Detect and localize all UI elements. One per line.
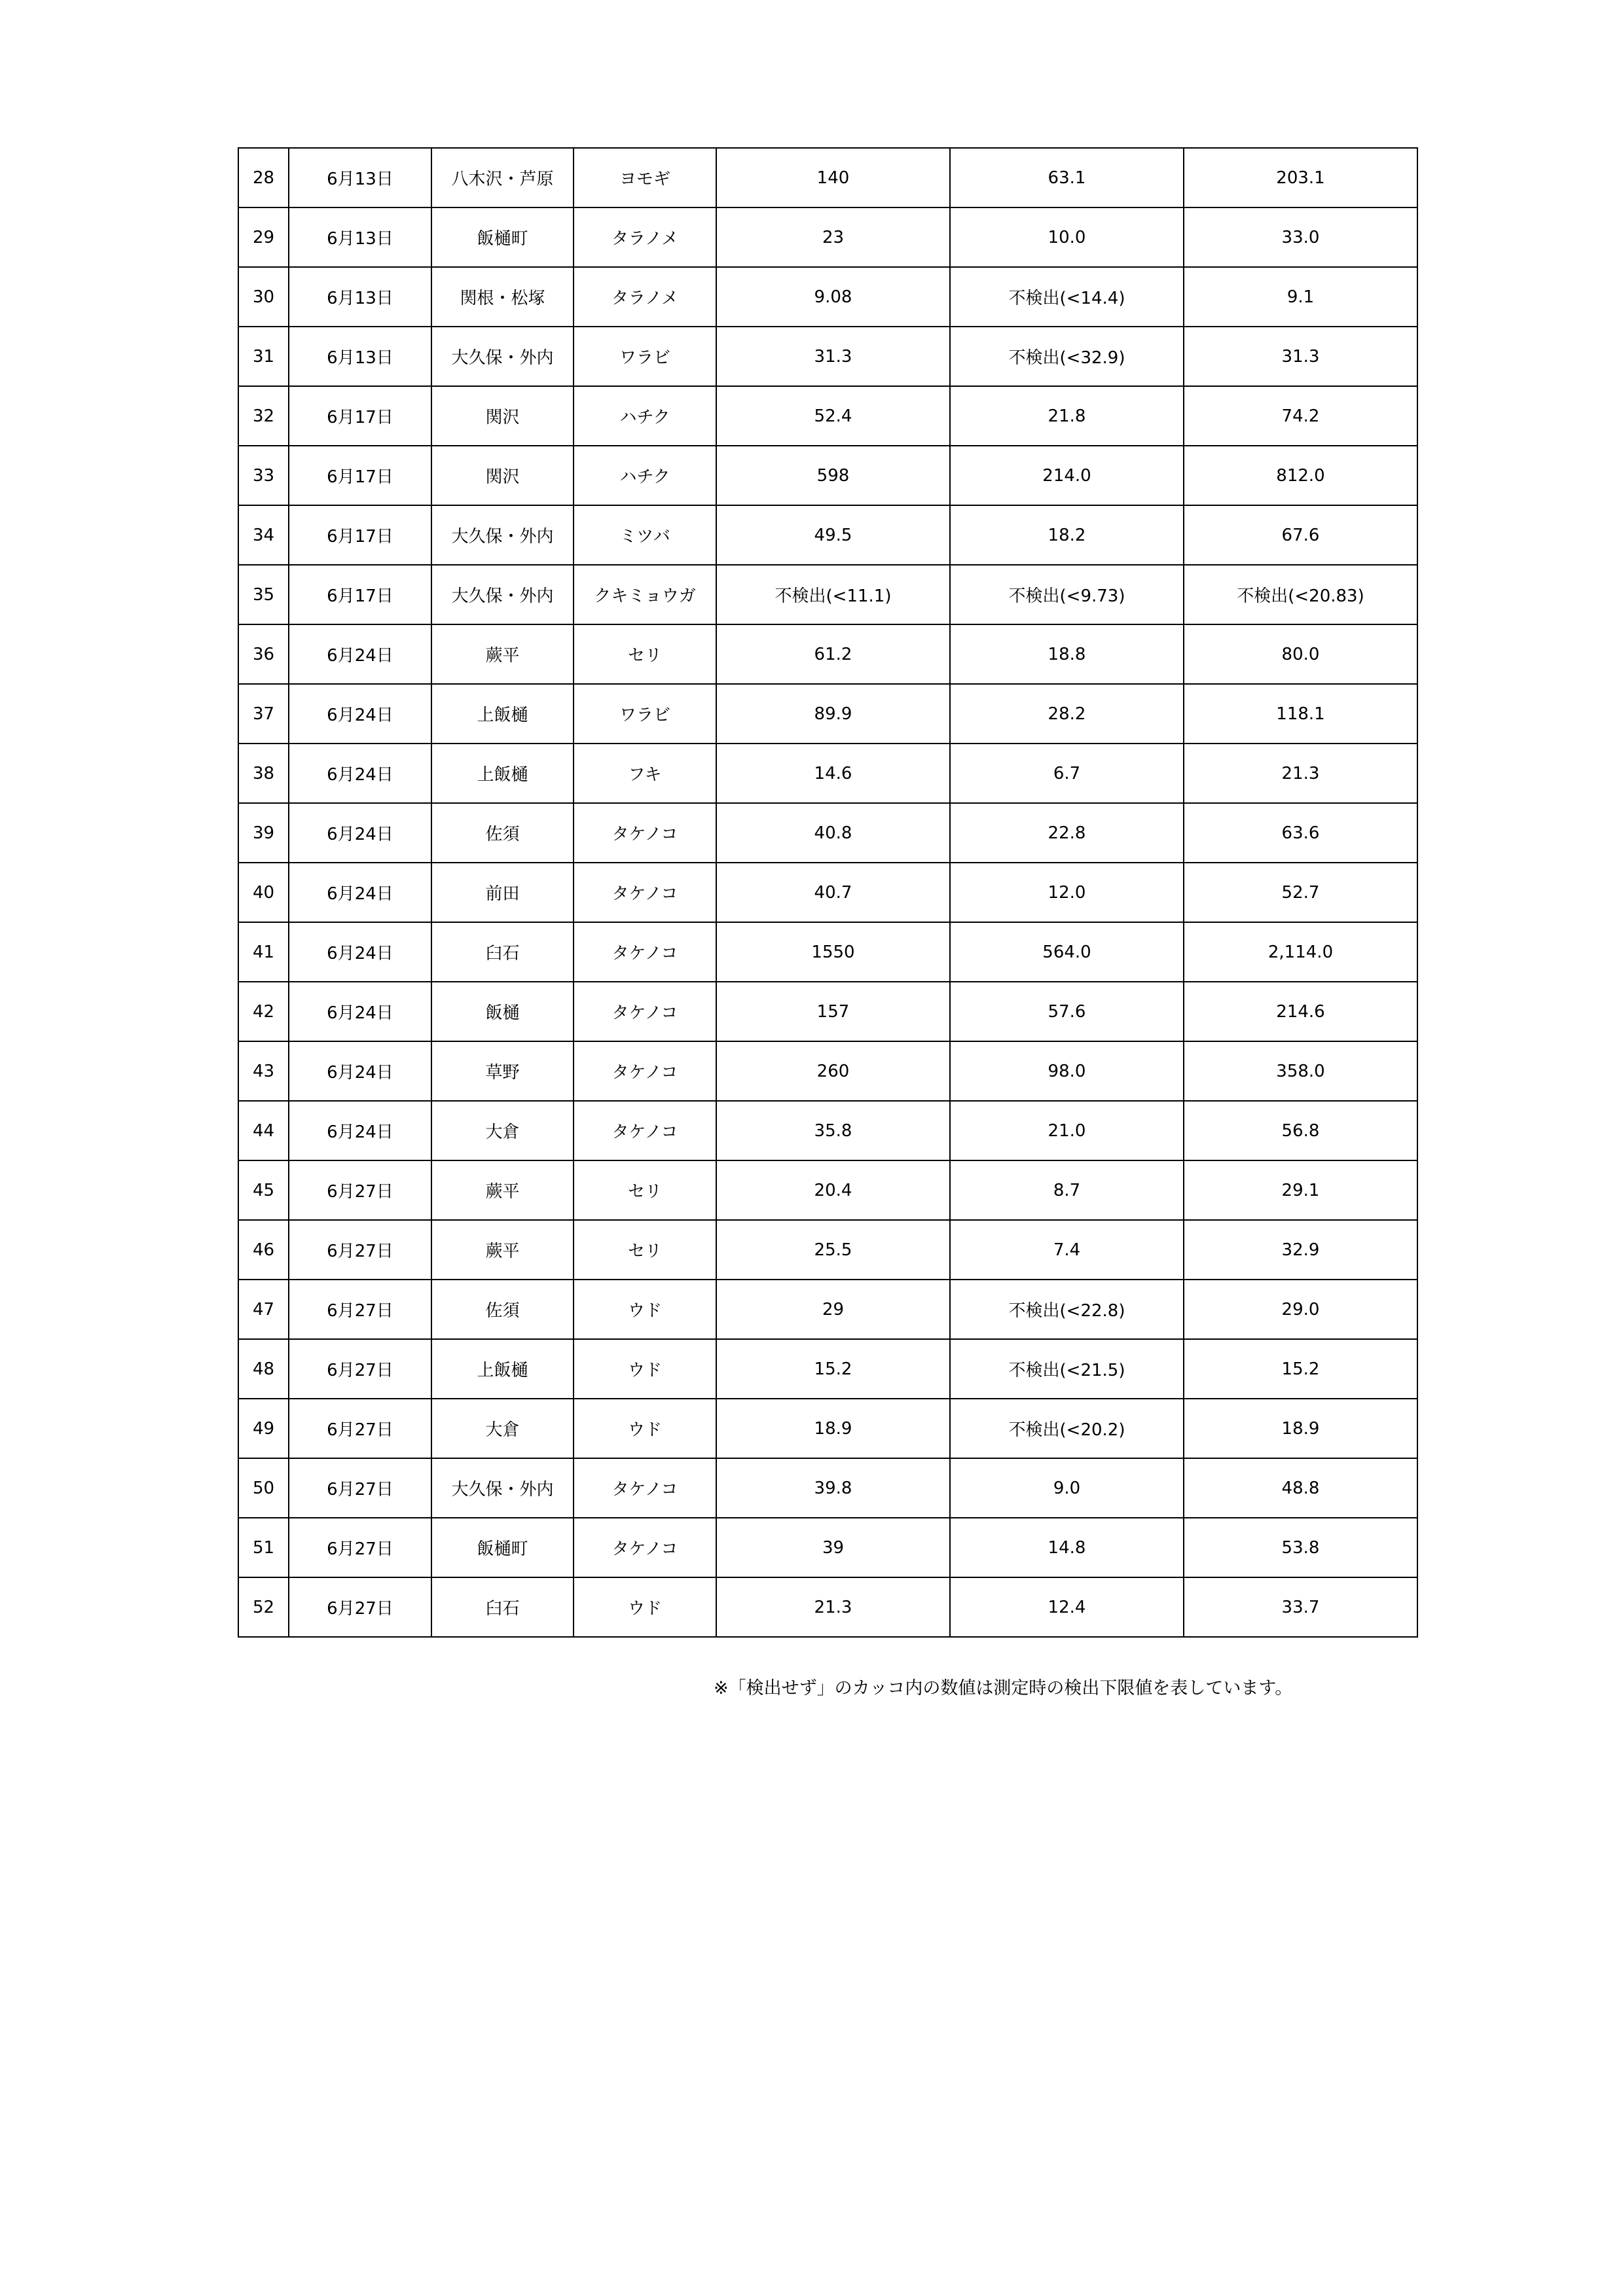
- date-cell: 6月24日: [289, 803, 431, 863]
- value-1-cell: 598: [716, 446, 950, 505]
- value-1-cell: 1550: [716, 922, 950, 982]
- item-cell: タケノコ: [574, 803, 716, 863]
- date-cell: 6月13日: [289, 267, 431, 327]
- row-number-cell: 32: [238, 386, 289, 446]
- value-1-cell: 140: [716, 148, 950, 207]
- item-cell: セリ: [574, 1220, 716, 1280]
- total-cell: 9.1: [1184, 267, 1417, 327]
- total-cell: 812.0: [1184, 446, 1417, 505]
- value-1-cell: 15.2: [716, 1339, 950, 1399]
- date-cell: 6月24日: [289, 982, 431, 1041]
- total-cell: 32.9: [1184, 1220, 1417, 1280]
- row-number-cell: 41: [238, 922, 289, 982]
- value-1-cell: 35.8: [716, 1101, 950, 1160]
- value-1-cell: 29: [716, 1280, 950, 1339]
- table-row: [238, 386, 1417, 446]
- location-cell: 蕨平: [431, 624, 574, 684]
- date-cell: 6月27日: [289, 1220, 431, 1280]
- value-1-cell: 31.3: [716, 327, 950, 386]
- item-cell: ウド: [574, 1577, 716, 1637]
- row-number-cell: 30: [238, 267, 289, 327]
- table-row: [238, 565, 1417, 624]
- value-2-cell: 不検出(<9.73): [950, 565, 1184, 624]
- location-cell: 大久保・外内: [431, 505, 574, 565]
- total-cell: 74.2: [1184, 386, 1417, 446]
- results-table-container: [238, 147, 1418, 1638]
- item-cell: セリ: [574, 1160, 716, 1220]
- date-cell: 6月17日: [289, 505, 431, 565]
- item-cell: タラノメ: [574, 267, 716, 327]
- location-cell: 上飯樋: [431, 1339, 574, 1399]
- item-cell: クキミョウガ: [574, 565, 716, 624]
- location-cell: 上飯樋: [431, 684, 574, 744]
- location-cell: 飯樋町: [431, 1518, 574, 1577]
- table-row: [238, 1518, 1417, 1577]
- date-cell: 6月27日: [289, 1280, 431, 1339]
- table-row: [238, 744, 1417, 803]
- location-cell: 草野: [431, 1041, 574, 1101]
- location-cell: 大倉: [431, 1399, 574, 1458]
- table-row: [238, 1399, 1417, 1458]
- value-2-cell: 57.6: [950, 982, 1184, 1041]
- table-row: [238, 1041, 1417, 1101]
- location-cell: 飯樋町: [431, 207, 574, 267]
- table-row: [238, 267, 1417, 327]
- location-cell: 上飯樋: [431, 744, 574, 803]
- item-cell: タケノコ: [574, 922, 716, 982]
- location-cell: 臼石: [431, 1577, 574, 1637]
- value-1-cell: 14.6: [716, 744, 950, 803]
- date-cell: 6月13日: [289, 148, 431, 207]
- row-number-cell: 40: [238, 863, 289, 922]
- row-number-cell: 42: [238, 982, 289, 1041]
- value-2-cell: 不検出(<22.8): [950, 1280, 1184, 1339]
- location-cell: 蕨平: [431, 1160, 574, 1220]
- footnote: ※「検出せず」のカッコ内の数値は測定時の検出下限値を表しています。: [714, 1678, 1293, 1698]
- item-cell: フキ: [574, 744, 716, 803]
- date-cell: 6月17日: [289, 565, 431, 624]
- date-cell: 6月24日: [289, 1101, 431, 1160]
- total-cell: 67.6: [1184, 505, 1417, 565]
- value-2-cell: 18.8: [950, 624, 1184, 684]
- value-2-cell: 98.0: [950, 1041, 1184, 1101]
- value-1-cell: 49.5: [716, 505, 950, 565]
- date-cell: 6月13日: [289, 207, 431, 267]
- item-cell: タケノコ: [574, 982, 716, 1041]
- value-2-cell: 12.0: [950, 863, 1184, 922]
- item-cell: ウド: [574, 1399, 716, 1458]
- total-cell: 2,114.0: [1184, 922, 1417, 982]
- value-2-cell: 14.8: [950, 1518, 1184, 1577]
- date-cell: 6月13日: [289, 327, 431, 386]
- row-number-cell: 49: [238, 1399, 289, 1458]
- total-cell: 48.8: [1184, 1458, 1417, 1518]
- total-cell: 214.6: [1184, 982, 1417, 1041]
- row-number-cell: 33: [238, 446, 289, 505]
- date-cell: 6月24日: [289, 863, 431, 922]
- total-cell: 21.3: [1184, 744, 1417, 803]
- table-row: [238, 922, 1417, 982]
- total-cell: 18.9: [1184, 1399, 1417, 1458]
- table-row: [238, 1101, 1417, 1160]
- item-cell: ワラビ: [574, 684, 716, 744]
- item-cell: タケノコ: [574, 1518, 716, 1577]
- table-row: [238, 982, 1417, 1041]
- value-1-cell: 39.8: [716, 1458, 950, 1518]
- total-cell: 31.3: [1184, 327, 1417, 386]
- table-row: [238, 148, 1417, 207]
- value-1-cell: 89.9: [716, 684, 950, 744]
- table-row: [238, 327, 1417, 386]
- row-number-cell: 43: [238, 1041, 289, 1101]
- date-cell: 6月17日: [289, 446, 431, 505]
- value-1-cell: 9.08: [716, 267, 950, 327]
- date-cell: 6月27日: [289, 1339, 431, 1399]
- location-cell: 前田: [431, 863, 574, 922]
- total-cell: 不検出(<20.83): [1184, 565, 1417, 624]
- value-1-cell: 157: [716, 982, 950, 1041]
- row-number-cell: 31: [238, 327, 289, 386]
- date-cell: 6月24日: [289, 744, 431, 803]
- table-row: [238, 207, 1417, 267]
- value-1-cell: 18.9: [716, 1399, 950, 1458]
- row-number-cell: 34: [238, 505, 289, 565]
- value-2-cell: 不検出(<14.4): [950, 267, 1184, 327]
- total-cell: 15.2: [1184, 1339, 1417, 1399]
- total-cell: 52.7: [1184, 863, 1417, 922]
- row-number-cell: 50: [238, 1458, 289, 1518]
- row-number-cell: 48: [238, 1339, 289, 1399]
- date-cell: 6月27日: [289, 1577, 431, 1637]
- location-cell: 八木沢・芦原: [431, 148, 574, 207]
- date-cell: 6月27日: [289, 1458, 431, 1518]
- total-cell: 33.7: [1184, 1577, 1417, 1637]
- date-cell: 6月24日: [289, 684, 431, 744]
- item-cell: ハチク: [574, 386, 716, 446]
- value-2-cell: 214.0: [950, 446, 1184, 505]
- value-1-cell: 260: [716, 1041, 950, 1101]
- location-cell: 大久保・外内: [431, 565, 574, 624]
- value-2-cell: 63.1: [950, 148, 1184, 207]
- total-cell: 29.0: [1184, 1280, 1417, 1339]
- total-cell: 56.8: [1184, 1101, 1417, 1160]
- total-cell: 63.6: [1184, 803, 1417, 863]
- location-cell: 大久保・外内: [431, 327, 574, 386]
- row-number-cell: 47: [238, 1280, 289, 1339]
- value-2-cell: 564.0: [950, 922, 1184, 982]
- row-number-cell: 52: [238, 1577, 289, 1637]
- row-number-cell: 36: [238, 624, 289, 684]
- item-cell: タケノコ: [574, 863, 716, 922]
- total-cell: 358.0: [1184, 1041, 1417, 1101]
- value-2-cell: 不検出(<21.5): [950, 1339, 1184, 1399]
- value-2-cell: 7.4: [950, 1220, 1184, 1280]
- value-2-cell: 不検出(<20.2): [950, 1399, 1184, 1458]
- value-1-cell: 25.5: [716, 1220, 950, 1280]
- row-number-cell: 37: [238, 684, 289, 744]
- item-cell: タラノメ: [574, 207, 716, 267]
- date-cell: 6月27日: [289, 1518, 431, 1577]
- item-cell: ワラビ: [574, 327, 716, 386]
- location-cell: 関沢: [431, 446, 574, 505]
- value-1-cell: 40.8: [716, 803, 950, 863]
- row-number-cell: 51: [238, 1518, 289, 1577]
- location-cell: 佐須: [431, 803, 574, 863]
- row-number-cell: 38: [238, 744, 289, 803]
- value-2-cell: 28.2: [950, 684, 1184, 744]
- value-1-cell: 21.3: [716, 1577, 950, 1637]
- value-2-cell: 9.0: [950, 1458, 1184, 1518]
- date-cell: 6月24日: [289, 1041, 431, 1101]
- table-row: [238, 803, 1417, 863]
- total-cell: 33.0: [1184, 207, 1417, 267]
- item-cell: セリ: [574, 624, 716, 684]
- results-table-body: [238, 148, 1417, 1637]
- item-cell: タケノコ: [574, 1101, 716, 1160]
- total-cell: 80.0: [1184, 624, 1417, 684]
- table-row: [238, 1280, 1417, 1339]
- location-cell: 関沢: [431, 386, 574, 446]
- value-1-cell: 61.2: [716, 624, 950, 684]
- item-cell: ウド: [574, 1280, 716, 1339]
- location-cell: 大倉: [431, 1101, 574, 1160]
- table-row: [238, 446, 1417, 505]
- value-2-cell: 6.7: [950, 744, 1184, 803]
- item-cell: ウド: [574, 1339, 716, 1399]
- date-cell: 6月24日: [289, 922, 431, 982]
- date-cell: 6月27日: [289, 1399, 431, 1458]
- total-cell: 53.8: [1184, 1518, 1417, 1577]
- row-number-cell: 28: [238, 148, 289, 207]
- location-cell: 関根・松塚: [431, 267, 574, 327]
- item-cell: タケノコ: [574, 1041, 716, 1101]
- table-row: [238, 1160, 1417, 1220]
- table-row: [238, 863, 1417, 922]
- row-number-cell: 39: [238, 803, 289, 863]
- item-cell: ハチク: [574, 446, 716, 505]
- total-cell: 118.1: [1184, 684, 1417, 744]
- value-1-cell: 52.4: [716, 386, 950, 446]
- table-row: [238, 1577, 1417, 1637]
- location-cell: 飯樋: [431, 982, 574, 1041]
- table-row: [238, 684, 1417, 744]
- location-cell: 佐須: [431, 1280, 574, 1339]
- row-number-cell: 45: [238, 1160, 289, 1220]
- value-2-cell: 22.8: [950, 803, 1184, 863]
- row-number-cell: 29: [238, 207, 289, 267]
- location-cell: 大久保・外内: [431, 1458, 574, 1518]
- item-cell: ミツバ: [574, 505, 716, 565]
- row-number-cell: 35: [238, 565, 289, 624]
- table-row: [238, 1220, 1417, 1280]
- date-cell: 6月17日: [289, 386, 431, 446]
- value-2-cell: 10.0: [950, 207, 1184, 267]
- value-2-cell: 21.8: [950, 386, 1184, 446]
- value-1-cell: 40.7: [716, 863, 950, 922]
- row-number-cell: 44: [238, 1101, 289, 1160]
- table-row: [238, 1339, 1417, 1399]
- date-cell: 6月27日: [289, 1160, 431, 1220]
- item-cell: タケノコ: [574, 1458, 716, 1518]
- value-1-cell: 23: [716, 207, 950, 267]
- location-cell: 蕨平: [431, 1220, 574, 1280]
- value-2-cell: 不検出(<32.9): [950, 327, 1184, 386]
- value-2-cell: 8.7: [950, 1160, 1184, 1220]
- value-2-cell: 18.2: [950, 505, 1184, 565]
- item-cell: ヨモギ: [574, 148, 716, 207]
- value-1-cell: 39: [716, 1518, 950, 1577]
- table-row: [238, 624, 1417, 684]
- results-table: [238, 147, 1418, 1638]
- total-cell: 203.1: [1184, 148, 1417, 207]
- date-cell: 6月24日: [289, 624, 431, 684]
- value-1-cell: 不検出(<11.1): [716, 565, 950, 624]
- location-cell: 臼石: [431, 922, 574, 982]
- value-2-cell: 12.4: [950, 1577, 1184, 1637]
- total-cell: 29.1: [1184, 1160, 1417, 1220]
- row-number-cell: 46: [238, 1220, 289, 1280]
- table-row: [238, 505, 1417, 565]
- value-1-cell: 20.4: [716, 1160, 950, 1220]
- value-2-cell: 21.0: [950, 1101, 1184, 1160]
- table-row: [238, 1458, 1417, 1518]
